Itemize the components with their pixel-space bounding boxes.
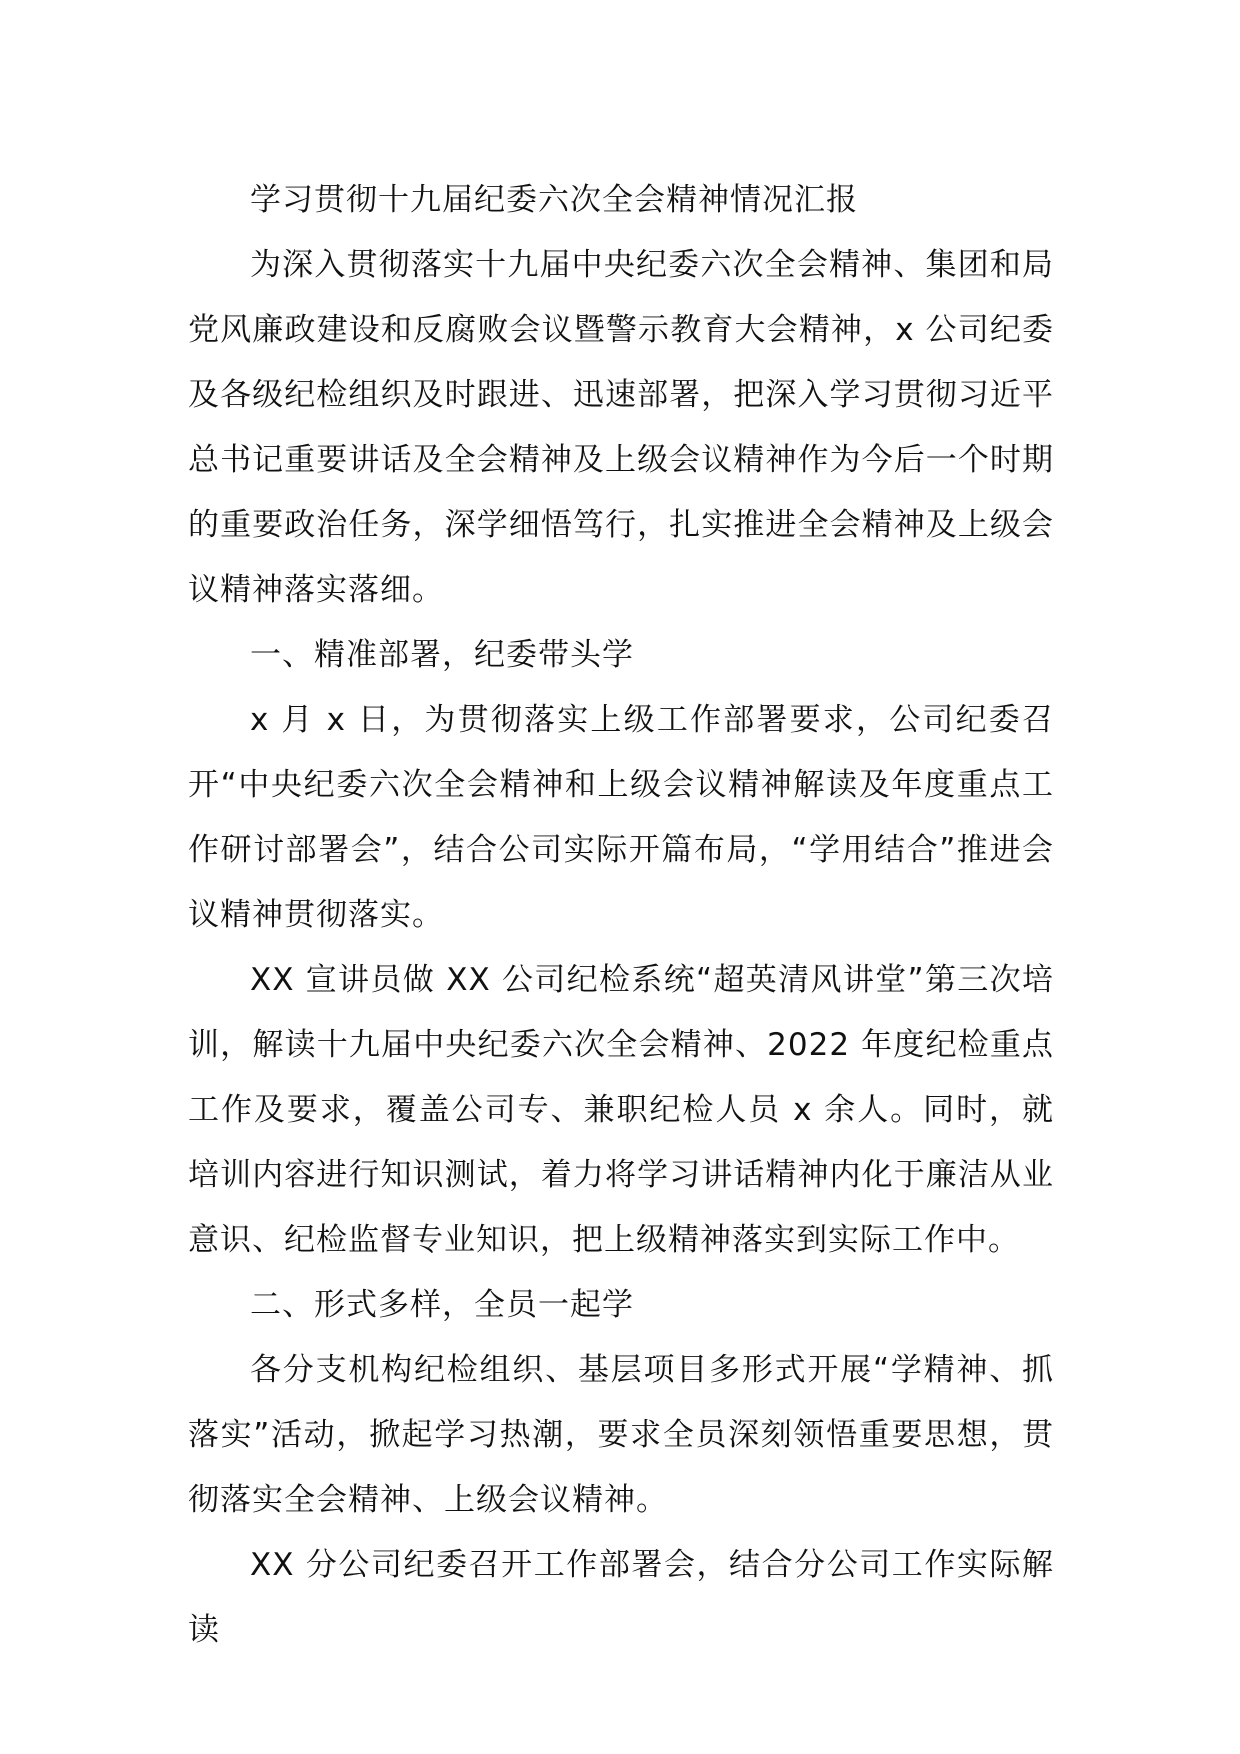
paragraph-branches: 各分支机构纪检组织、基层项目多形式开展“学精神、抓落实”活动，掀起学习热潮，要求全员深刻领悟重要思想，贯彻落实全会精神、上级会议精神。 xyxy=(188,1352,1054,1518)
section-heading-1: 一、精准部署，纪委带头学 xyxy=(250,637,634,673)
paragraph-training: XX 宣讲员做 XX 公司纪检系统“超英清风讲堂”第三次培训，解读十九届中央纪委六次全会精神、2022 年度纪检重点工作及要求，覆盖公司专、兼职纪检人员 x 余人。同时，就培训内容进行知识测试，着力将学习讲话精神内化于廉洁从业意识、纪检监督专业知识，把上级精神落实到实际工作中。 xyxy=(188,962,1054,1258)
paragraph-branch-meeting: XX 分公司纪委召开工作部署会，结合分公司工作实际解读 xyxy=(188,1547,1054,1648)
document-title: 学习贯彻十九届纪委六次全会精神情况汇报 xyxy=(250,182,858,218)
paragraph-intro: 为深入贯彻落实十九届中央纪委六次全会精神、集团和局党风廉政建设和反腐败会议暨警示教育大会精神，x 公司纪委及各级纪检组织及时跟进、迅速部署，把深入学习贯彻习近平总书记重要讲话及全会精神及上级会议精神作为今后一个时期的重要政治任务，深学细悟笃行，扎实推进全会精神及上级会议精神落实落细。 xyxy=(188,247,1054,608)
section-heading-2: 二、形式多样，全员一起学 xyxy=(250,1287,634,1323)
document-body xyxy=(188,168,1054,1663)
paragraph-meeting: x 月 x 日，为贯彻落实上级工作部署要求，公司纪委召开“中央纪委六次全会精神和上级会议精神解读及年度重点工作研讨部署会”，结合公司实际开篇布局，“学用结合”推进会议精神贯彻落实。 xyxy=(188,702,1054,933)
